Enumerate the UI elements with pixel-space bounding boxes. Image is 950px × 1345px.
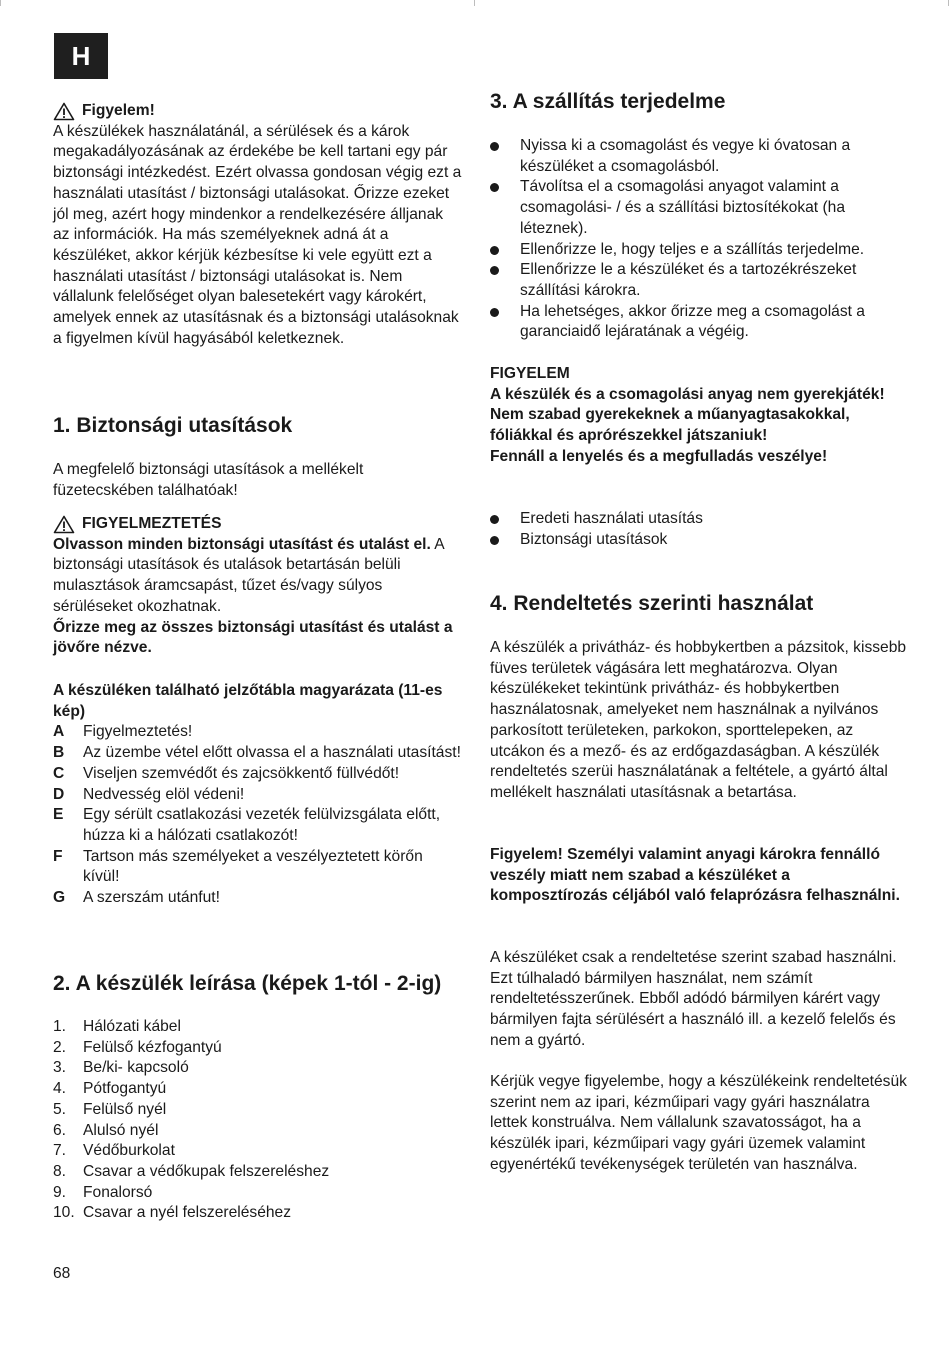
list-item: Biztonsági utasítások xyxy=(490,530,910,551)
warning-triangle-icon xyxy=(53,515,75,534)
caution-box xyxy=(490,364,910,468)
safety-warning-heading xyxy=(53,514,463,535)
list-item: 9. Fonalorsó xyxy=(53,1183,153,1201)
list-item: 1. Hálózati kábel xyxy=(53,1018,181,1035)
sign-list xyxy=(53,722,463,908)
list-item: 6. Alulsó nyél xyxy=(53,1121,159,1139)
bullet-icon xyxy=(490,515,499,524)
crop-mark xyxy=(0,0,1,6)
included-docs-list xyxy=(490,509,910,550)
list-item: E Egy sérült csatlakozási vezeték felülvizsgálata előtt, húzza ki a hálózati csatlakozót! xyxy=(53,806,441,844)
list-item: 2. Felülső kézfogantyú xyxy=(53,1038,222,1056)
list-item: G A szerszám utánfut! xyxy=(53,889,220,907)
list-item: Ha lehetséges, akkor őrizze meg a csomagolást a garanciaidő lejáratának a végéig. xyxy=(490,302,910,343)
page-number: 68 xyxy=(53,1265,71,1282)
usage-paragraph-1: A készülék a privátház- és hobbykertben a pázsitok, kissebb füves területek vágására lett meghatározva. Olyan készülékeket tekintünk privátház- és hobbykertben használatosnak, amelyeket nem használnak a nyilvános parkosított területeken, parkokon, sporttelepeken, az utcákon és a mező- és az erdőgazdaságban. A készülék rendeltetés szerüi használatának a feltétele, a gyártó által mellékelt használati utasításnak a betartása. xyxy=(490,639,907,801)
crop-mark xyxy=(948,0,949,6)
usage-paragraph-4: Kérjük vegye figyelembe, hogy a készülékeink rendeltetésük szerint nem az ipari, kézműipari vagy gyári használatra lettek konstruálva. Nem vállalunk szavatosságot, ha a készülék ipari, kézműipari vagy gyári üzemek valamint egyenértékű tevékenységek területén van használva. xyxy=(490,1073,907,1173)
list-item: C Viseljen szemvédőt és zajcsökkentő füllvédőt! xyxy=(53,764,400,782)
section-4-heading: 4. Rendeltetés szerinti használat xyxy=(490,592,814,615)
keep-instructions: Őrizze meg az összes biztonsági utasítást és utalást a jövőre nézve. xyxy=(53,618,453,657)
bullet-icon xyxy=(490,266,499,275)
language-tab: H xyxy=(54,33,108,79)
bullet-icon xyxy=(490,536,499,545)
intro-warning xyxy=(53,101,463,349)
list-item: Ellenőrizze le a készüléket és a tartozékrészeket szállítási károkra. xyxy=(490,260,910,301)
list-item: B Az üzembe vétel előtt olvassa el a használati utasítást! xyxy=(53,744,461,762)
usage-warning: Figyelem! Személyi valamint anyagi károkra fennálló veszély miatt nem szabad a készüléket a komposztírozás céljából való felaprózásra felhasználni. xyxy=(490,846,900,905)
section-3-heading: 3. A szállítás terjedelme xyxy=(490,90,726,113)
list-item: A Figyelmeztetés! xyxy=(53,723,193,741)
parts-list xyxy=(53,1017,463,1224)
warning-text: A készülékek használatánál, a sérülések és a károk megakadályozásának az érdekébe be kell tartani egy pár biztonsági intézkedést. Ezért olvassa gondosan végig ezt a használati utasítást / biztonsági utalásokat. Őrizze ezeket jól meg, azért hogy mindenkor a rendelkezésére álljanak az információk. Ha más személyeknek adná át a készüléket, akkor kérjük kézbesítse ki vele együtt ezt a használati utasítást / biztonsági utalásokat is. Nem vállalunk felelőséget olyan balesetekért vagy károkért, amelyek ennek az utasításnak és a biztonsági utalásoknak a figyelmen kívül hagyásából keletkeznek. xyxy=(53,122,462,347)
list-item: Eredeti használati utasítás xyxy=(490,509,910,530)
list-item: D Nedvesség elöl védeni! xyxy=(53,785,245,803)
list-item: 7. Védőburkolat xyxy=(53,1142,175,1160)
list-item: F Tartson más személyeket a veszélyeztetett körőn kívül! xyxy=(53,847,423,886)
warning-title: Figyelem! xyxy=(82,102,155,119)
safety-warning-text: A biztonsági utasítások és utalások betartásán belüli mulasztások áramcsapást, tűzet és/vagy súlyos sérüléseket okozhatnak. xyxy=(53,535,444,615)
list-item: 4. Pótfogantyú xyxy=(53,1080,167,1098)
list-item: 5. Felülső nyél xyxy=(53,1100,167,1118)
safety-warning-bold: Olvasson minden biztonsági utasítást és utalást el. xyxy=(53,535,431,553)
warning-heading xyxy=(53,101,463,122)
safety-intro: A megfelelő biztonsági utasítások a mellékelt füzetecskében találhatóak! xyxy=(53,461,364,499)
section-2-heading: 2. A készülék leírása (képek 1-tól - 2-ig) xyxy=(53,972,442,995)
delivery-checklist xyxy=(490,136,910,343)
list-item: 10. Csavar a nyél felszereléséhez xyxy=(53,1204,292,1222)
section-1-heading: 1. Biztonsági utasítások xyxy=(53,414,293,437)
caution-text: A készülék és a csomagolási anyag nem gyerekjáték! Nem szabad gyerekeknek a műanyagtasakokkal, fóliákkal és aprórészekkel játszaniuk! xyxy=(490,385,885,445)
caution-text-2: Fennáll a lenyelés és a megfulladás veszélye! xyxy=(490,447,828,465)
warning-triangle-icon xyxy=(53,102,75,121)
list-item: Ellenőrizze le, hogy teljes e a szállítás terjedelme. xyxy=(490,240,910,261)
safety-warning-title: FIGYELMEZTETÉS xyxy=(82,515,222,532)
sign-legend xyxy=(53,681,463,909)
bullet-icon xyxy=(490,308,499,317)
list-item: 3. Be/ki- kapcsoló xyxy=(53,1059,189,1077)
usage-paragraph-3: A készüléket csak a rendeltetése szerint szabad használni. Ezt túlhaladó bármilyen használat, nem számít rendeltetésszerűnek. Ebből adódó bármilyen kárért vagy bármilyen fajta sérülésért a használó ill. a kezelő felelős és nem a gyártó. xyxy=(490,949,897,1049)
bullet-icon xyxy=(490,142,499,151)
sign-legend-heading: A készüléken található jelzőtábla magyarázata (11-es kép) xyxy=(53,682,443,720)
bullet-icon xyxy=(490,183,499,192)
list-item: Távolítsa el a csomagolási anyagot valamint a csomagolási- / és a szállítási biztosítékokat (ha léteznek). xyxy=(490,177,910,239)
crop-mark xyxy=(474,0,475,6)
list-item: Nyissa ki a csomagolást és vegye ki óvatosan a készüléket a csomagolásból. xyxy=(490,136,910,177)
safety-warning xyxy=(53,514,463,659)
safety-warning-body xyxy=(53,535,463,618)
list-item: 8. Csavar a védőkupak felszereléshez xyxy=(53,1162,330,1180)
bullet-icon xyxy=(490,246,499,255)
caution-title: FIGYELEM xyxy=(490,365,570,382)
